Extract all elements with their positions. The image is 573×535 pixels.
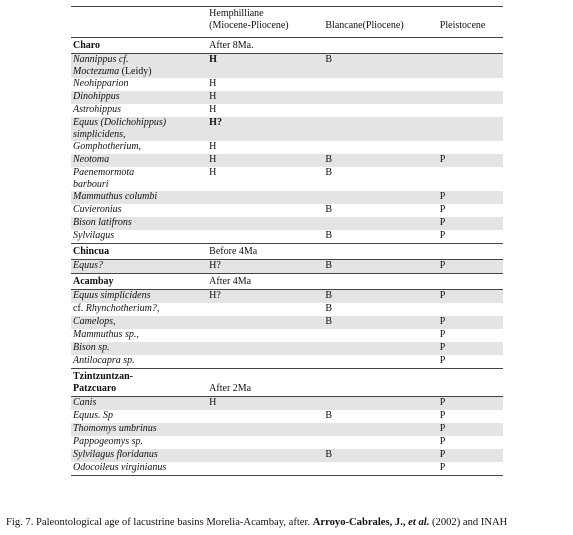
taxon-name: Equus simplicidens (73, 290, 151, 301)
taxon-row (71, 54, 503, 79)
caption-authors: Arroyo-Cabrales, J., (312, 517, 409, 528)
table-header-row (71, 7, 503, 38)
taxon-row (71, 117, 503, 141)
taxon-cell (71, 141, 207, 154)
taxon-cell (71, 303, 207, 316)
taxon-cell (71, 154, 207, 167)
pleistocene-cell: P (438, 316, 503, 329)
pleistocene-cell: P (439, 436, 446, 447)
caption-tail: (2002) and INAH (429, 517, 508, 528)
group-age: After 4Ma (209, 276, 252, 287)
pleistocene-cell: P (439, 230, 446, 241)
taxon-name: Odocoileus virginianus (73, 462, 167, 473)
taxon-cell (71, 54, 207, 79)
taxon-name: Camelops, (73, 316, 116, 327)
caption-etal: et al. (408, 517, 430, 528)
pleistocene-cell: P (439, 462, 446, 473)
blancan-cell: B (323, 54, 437, 79)
hemphillian-cell: H? (207, 117, 323, 141)
hemphillian-cell: H? (207, 290, 323, 304)
taxon-name: Sylvilagus floridanus (73, 449, 158, 460)
taxon-row (71, 329, 503, 342)
hemphillian-cell (207, 462, 323, 476)
group-name: Tzintzuntzan- Patzcuaro (73, 371, 133, 394)
taxon-cell (71, 217, 207, 230)
taxon-name: Astrohippus (73, 104, 121, 115)
taxon-name: Equus? (73, 260, 103, 271)
empty-cell (438, 274, 503, 290)
hemphillian-cell (207, 342, 323, 355)
hemphillian-cell (207, 303, 323, 316)
taxon-name: Mammuthus sp., (73, 329, 139, 340)
pleistocene-cell: P (438, 423, 503, 436)
hemphillian-cell (207, 316, 323, 329)
blancan-cell (323, 355, 437, 369)
blancan-cell (323, 217, 437, 230)
taxon-name: Paenemormota barbouri (73, 167, 135, 190)
taxon-cell (71, 342, 207, 355)
taxon-name: Nannippus cf. Moctezuma (73, 54, 129, 77)
taxon-cell (71, 410, 207, 423)
blancan-cell (323, 329, 437, 342)
pleistocene-cell: P (438, 154, 503, 167)
pleistocene-cell: P (438, 449, 503, 462)
table-body (71, 7, 503, 476)
taxon-cell (71, 462, 207, 476)
taxon-name: Mammuthus columbi (73, 191, 158, 202)
empty-cell (438, 244, 503, 260)
taxon-name: Canis (73, 397, 97, 408)
blancan-cell (323, 117, 437, 141)
blancan-cell: B (323, 316, 437, 329)
taxon-cell (71, 436, 207, 449)
taxon-cell (71, 290, 207, 304)
pleistocene-cell (438, 78, 503, 91)
blancan-cell (323, 342, 437, 355)
taxon-author: (Leidy) (119, 66, 152, 77)
hemphillian-cell (207, 204, 323, 217)
taxon-cell (71, 91, 207, 104)
taxon-name: Neotoma (73, 154, 110, 165)
empty-cell (323, 244, 437, 260)
taxon-name: Sylvilagus (73, 230, 115, 241)
pleistocene-cell: P (438, 191, 503, 204)
taxon-row (71, 303, 503, 316)
empty-cell (323, 38, 437, 54)
taxon-cell (71, 104, 207, 117)
taxon-cell (71, 191, 207, 204)
taxon-row (71, 78, 503, 91)
pleistocene-cell: P (438, 342, 503, 355)
taxon-row (71, 191, 503, 204)
empty-cell (323, 369, 437, 397)
blancan-cell (323, 91, 437, 104)
taxon-name: Pappogeomys sp. (73, 436, 143, 447)
header-taxon-cell (71, 7, 207, 38)
blancan-cell: B (323, 154, 437, 167)
taxon-row (71, 91, 503, 104)
pleistocene-cell (438, 167, 503, 191)
pleistocene-cell: P (438, 217, 503, 230)
hemphillian-cell (207, 191, 323, 204)
group-header-row (71, 38, 503, 54)
taxon-row (71, 230, 503, 244)
pleistocene-cell (438, 141, 503, 154)
hemphillian-cell: H (209, 141, 217, 152)
taxon-row (71, 397, 503, 411)
taxon-cell (71, 329, 207, 342)
caption-lead: Fig. 7. Paleontological age of lacustrine basins Morelia-Acambay, after. (6, 517, 313, 528)
hemphillian-cell (207, 423, 323, 436)
blancan-cell (323, 78, 437, 91)
pleistocene-cell: P (439, 410, 446, 421)
hemphillian-cell: H? (207, 260, 323, 274)
hemphillian-cell (207, 217, 323, 230)
taxon-cell (71, 423, 207, 436)
hemphillian-cell: H (209, 167, 217, 178)
pleistocene-cell: P (438, 290, 503, 304)
taxon-row (71, 204, 503, 217)
blancan-cell: B (325, 204, 333, 215)
taxon-cell (71, 260, 207, 274)
hemphillian-cell (207, 329, 323, 342)
taxon-row (71, 423, 503, 436)
taxon-name: Neohipparion (73, 78, 129, 89)
group-header-row (71, 369, 503, 397)
blancan-cell (323, 397, 437, 411)
empty-cell (438, 38, 503, 54)
taxon-row (71, 342, 503, 355)
taxon-cell (71, 355, 207, 369)
blancan-cell (323, 462, 437, 476)
blancan-cell (323, 104, 437, 117)
blancan-cell (323, 423, 437, 436)
header-pleistocene: Pleistocene (439, 20, 486, 31)
taxon-cell (71, 78, 207, 91)
taxon-row (71, 260, 503, 274)
taxon-row (71, 104, 503, 117)
taxon-name: Bison sp. (73, 342, 110, 353)
hemphillian-cell (207, 230, 323, 244)
pleistocene-cell: P (439, 355, 446, 366)
blancan-cell: B (323, 449, 437, 462)
taxon-name: Thomomys umbrinus (73, 423, 157, 434)
taxon-cell (71, 316, 207, 329)
taxon-cell (71, 204, 207, 217)
blancan-cell: B (325, 303, 333, 314)
taxon-row (71, 436, 503, 449)
group-name: Chincua (73, 246, 110, 257)
hemphillian-cell (207, 449, 323, 462)
group-header-row (71, 274, 503, 290)
pleistocene-cell (438, 54, 503, 79)
taxon-cell (71, 167, 207, 191)
taxon-row (71, 167, 503, 191)
figure-caption (6, 517, 571, 528)
blancan-cell: B (325, 410, 333, 421)
hemphillian-cell: H (209, 104, 217, 115)
blancan-cell (323, 436, 437, 449)
blancan-cell: B (323, 260, 437, 274)
taxon-prefix: cf. (73, 303, 86, 314)
hemphillian-cell: H (209, 78, 217, 89)
fossil-age-table (71, 6, 503, 476)
taxon-row (71, 141, 503, 154)
taxon-cell (71, 117, 207, 141)
group-age: After 2Ma (209, 383, 252, 394)
taxon-name: Antilocapra sp. (73, 355, 135, 366)
taxon-row (71, 217, 503, 230)
empty-cell (438, 369, 503, 397)
group-name: Charo (73, 40, 101, 51)
hemphillian-cell (207, 436, 323, 449)
blancan-cell: B (325, 167, 333, 178)
header-hemphillian: Hemphilliane (Miocene-Pliocene) (209, 8, 289, 31)
taxon-name: Gomphotherium, (73, 141, 142, 152)
taxon-row (71, 410, 503, 423)
empty-cell (323, 274, 437, 290)
taxon-row (71, 316, 503, 329)
taxon-cell (71, 230, 207, 244)
hemphillian-cell: H (207, 54, 323, 79)
pleistocene-cell (438, 104, 503, 117)
taxon-name: Equus. Sp (73, 410, 113, 421)
group-header-row (71, 244, 503, 260)
taxon-cell (71, 449, 207, 462)
taxon-name: Dinohippus (73, 91, 120, 102)
hemphillian-cell (207, 410, 323, 423)
hemphillian-cell: H (207, 397, 323, 411)
header-blancan: Blancane(Pliocene) (325, 20, 404, 31)
hemphillian-cell: H (207, 154, 323, 167)
taxon-row (71, 462, 503, 476)
pleistocene-cell (438, 303, 503, 316)
taxon-cell (71, 397, 207, 411)
taxon-row (71, 290, 503, 304)
taxon-name: Cuvieronius (73, 204, 122, 215)
blancan-cell: B (323, 290, 437, 304)
taxon-name: Rhynchotherium?, (85, 303, 160, 314)
blancan-cell: B (325, 230, 333, 241)
pleistocene-cell (438, 91, 503, 104)
pleistocene-cell (438, 117, 503, 141)
pleistocene-cell: P (438, 260, 503, 274)
taxon-row (71, 449, 503, 462)
blancan-cell (323, 191, 437, 204)
pleistocene-cell: P (438, 397, 503, 411)
taxon-row (71, 355, 503, 369)
group-age: Before 4Ma (209, 246, 258, 257)
pleistocene-cell: P (439, 204, 446, 215)
taxon-name: Bison latifrons (73, 217, 132, 228)
taxon-row (71, 154, 503, 167)
taxon-name: Equus (Dolichohippus) simplicidens, (73, 117, 167, 140)
hemphillian-cell (207, 355, 323, 369)
fossil-age-table-container (71, 6, 503, 476)
group-age: After 8Ma. (209, 40, 254, 51)
pleistocene-cell: P (439, 329, 446, 340)
hemphillian-cell: H (207, 91, 323, 104)
group-name: Acambay (73, 276, 114, 287)
blancan-cell (323, 141, 437, 154)
